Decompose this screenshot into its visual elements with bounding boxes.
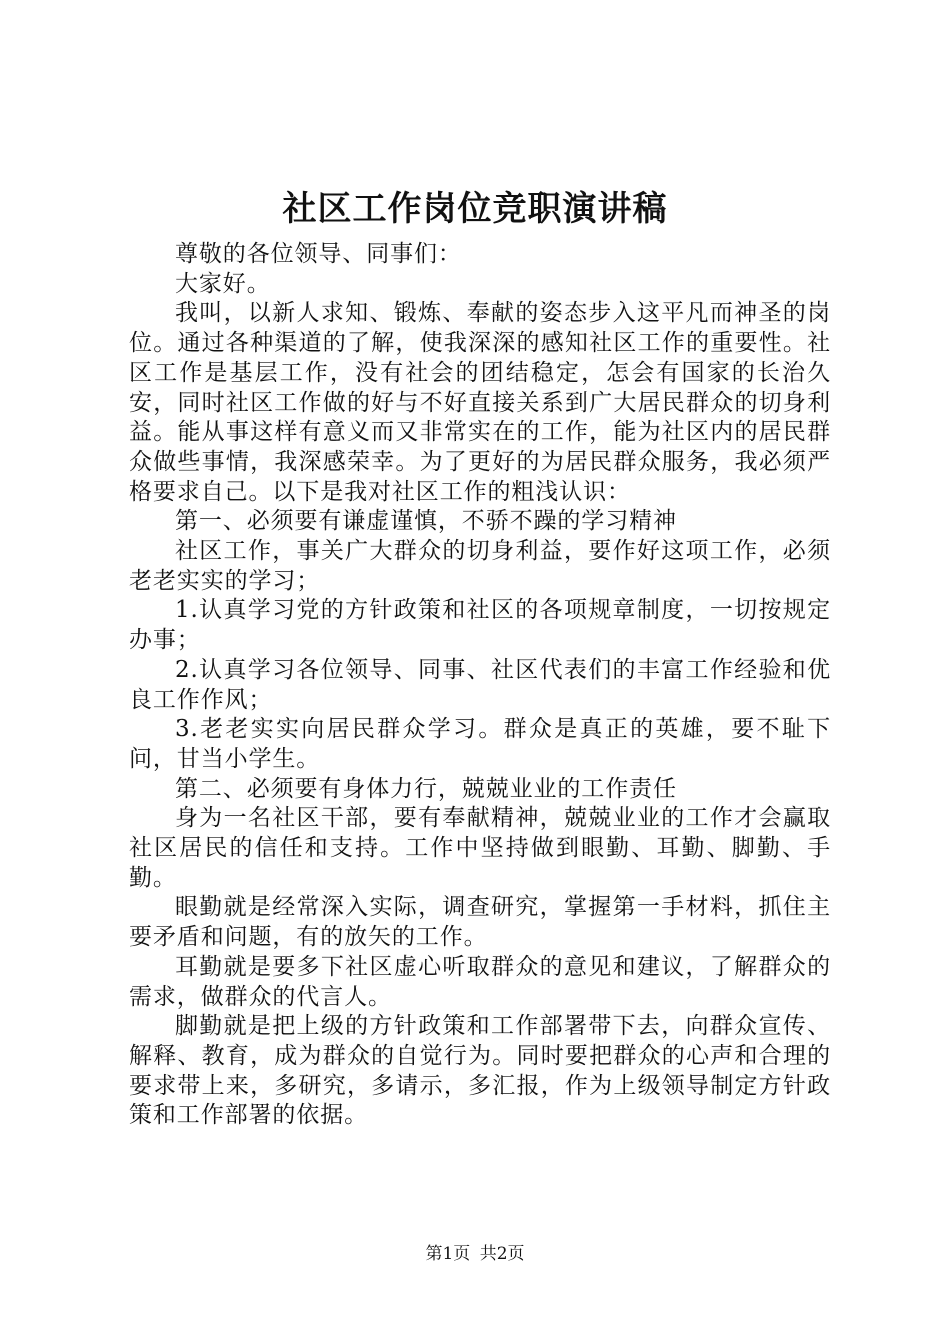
greeting: 大家好。 <box>175 270 271 297</box>
page-footer: 第1页 共2页 <box>425 1244 525 1264</box>
paragraph: 身为一名社区干部，要有奉献精神，兢兢业业的工作才会赢取社区居民的信任和支持。工作中坚持做到眼勤、耳勤、脚勤、手勤。 <box>129 805 831 891</box>
salutation: 尊敬的各位领导、同事们： <box>175 241 462 267</box>
section-heading-1: 第一、必须要有谦虚谨慎，不骄不躁的学习精神 <box>175 508 677 535</box>
list-item: 2.认真学习各位领导、同事、社区代表们的丰富工作经验和优良工作作风； <box>129 656 831 713</box>
paragraph: 脚勤就是把上级的方针政策和工作部署带下去，向群众宣传、解释、教育，成为群众的自觉行为。同时要把群众的心声和合理的要求带上来，多研究，多请示，多汇报，作为上级领导制定方针政策和工作部署的依据。 <box>129 1013 831 1129</box>
document-body <box>129 240 831 1131</box>
list-item: 1.认真学习党的方针政策和社区的各项规章制度，一切按规定办事； <box>129 597 831 654</box>
section-heading-2: 第二、必须要有身体力行，兢兢业业的工作责任 <box>175 775 677 802</box>
list-item: 3.老老实实向居民群众学习。群众是真正的英雄，要不耻下问，甘当小学生。 <box>129 716 831 772</box>
paragraph: 眼勤就是经常深入实际，调查研究，掌握第一手材料，抓住主要矛盾和问题，有的放矢的工作。 <box>129 894 831 951</box>
paragraph: 耳勤就是要多下社区虚心听取群众的意见和建议，了解群众的需求，做群众的代言人。 <box>129 953 831 1010</box>
paragraph-intro: 我叫，以新人求知、锻炼、奉献的姿态步入这平凡而神圣的岗位。通过各种渠道的了解，使我深深的感知社区工作的重要性。社区工作是基层工作，没有社会的团结稳定，怎会有国家的长治久安，同时社区工作做的好与不好直接关系到广大居民群众的切身利益。能从事这样有意义而又非常实在的工作，能为社区内的居民群众做些事情，我深感荣幸。为了更好的为居民群众服务，我必须严格要求自己。以下是我对社区工作的粗浅认识： <box>129 300 831 505</box>
paragraph: 社区工作，事关广大群众的切身利益，要作好这项工作，必须老老实实的学习； <box>129 538 831 594</box>
page-title: 社区工作岗位竞职演讲稿 <box>282 189 668 229</box>
